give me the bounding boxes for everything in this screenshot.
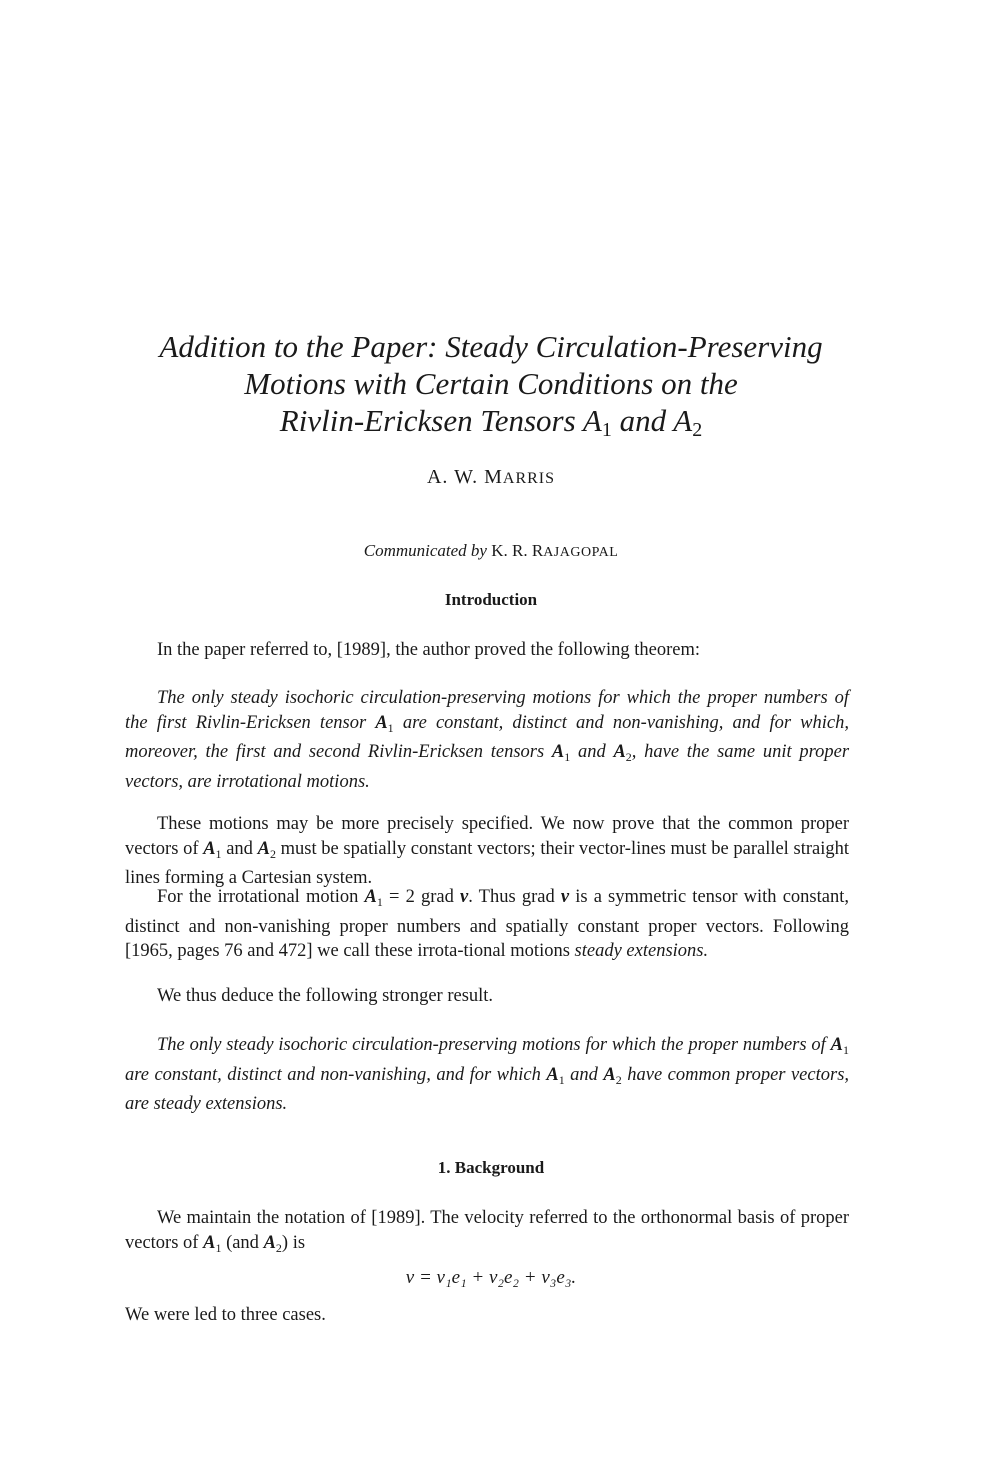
section-heading-background: 1. Background: [437, 1158, 545, 1177]
author-name: A. W. MARRIS: [426, 466, 556, 488]
background-paragraph-2: We were led to three cases.: [125, 1305, 326, 1325]
theorem-1: The only steady isochoric circulation-preserving motions for which the proper numbers of the first Rivlin-Ericksen tensor $A_1$ are constant, distinct and non-vanishing, and for which, moreover, the first and second Rivlin-Ericksen tensors $A_1$ and $A_2$, have the same unit proper vectors, are irrotational motions.: [125, 688, 850, 792]
intro-paragraph-4: We thus deduce the following stronger result.: [157, 986, 494, 1006]
velocity-equation: v = v₁e₁ + v₂e₂ + v₃e₃.: [405, 1267, 577, 1288]
section-heading-introduction: Introduction: [444, 590, 538, 609]
intro-paragraph-1: In the paper referred to, [1989], the author proved the following theorem:: [157, 640, 700, 660]
title-line-3: Rivlin-Ericksen Tensors $A_1$ and $A_2$: [279, 403, 703, 441]
communicated-by: Communicated by K. R. RAJAGOPAL: [363, 541, 619, 560]
intro-paragraph-2: These motions may be more precisely specified. We now prove that the common proper vectors of $A_1$ and $A_2$ must be spatially constant vectors; their vector-lines must be parallel straight lines forming a Cartesian system.: [125, 814, 849, 888]
title-line-2: Motions with Certain Conditions on the: [244, 366, 738, 401]
theorem-2: The only steady isochoric circulation-preserving motions for which the proper numbers of $A_1$ are constant, distinct and non-vanishing, and for which $A_1$ and $A_2$ have common proper vectors, are steady extensions.: [125, 1035, 850, 1114]
intro-paragraph-3: For the irrotational motion $A_1 = 2$ grad v. Thus grad v is a symmetric tensor with constant, distinct and non-vanishing proper numbers and spatially constant proper vectors. Following [1965, pages 76 and 472] we call these irrota-tional motions steady extensions.: [125, 887, 849, 961]
background-paragraph-1: We maintain the notation of [1989]. The velocity referred to the orthonormal basis of proper vectors of $A_1$ (and $A_2$) is: [125, 1208, 849, 1255]
title-line-1: Addition to the Paper: Steady Circulation-Preserving: [159, 329, 823, 364]
paper-title: [60, 328, 922, 449]
